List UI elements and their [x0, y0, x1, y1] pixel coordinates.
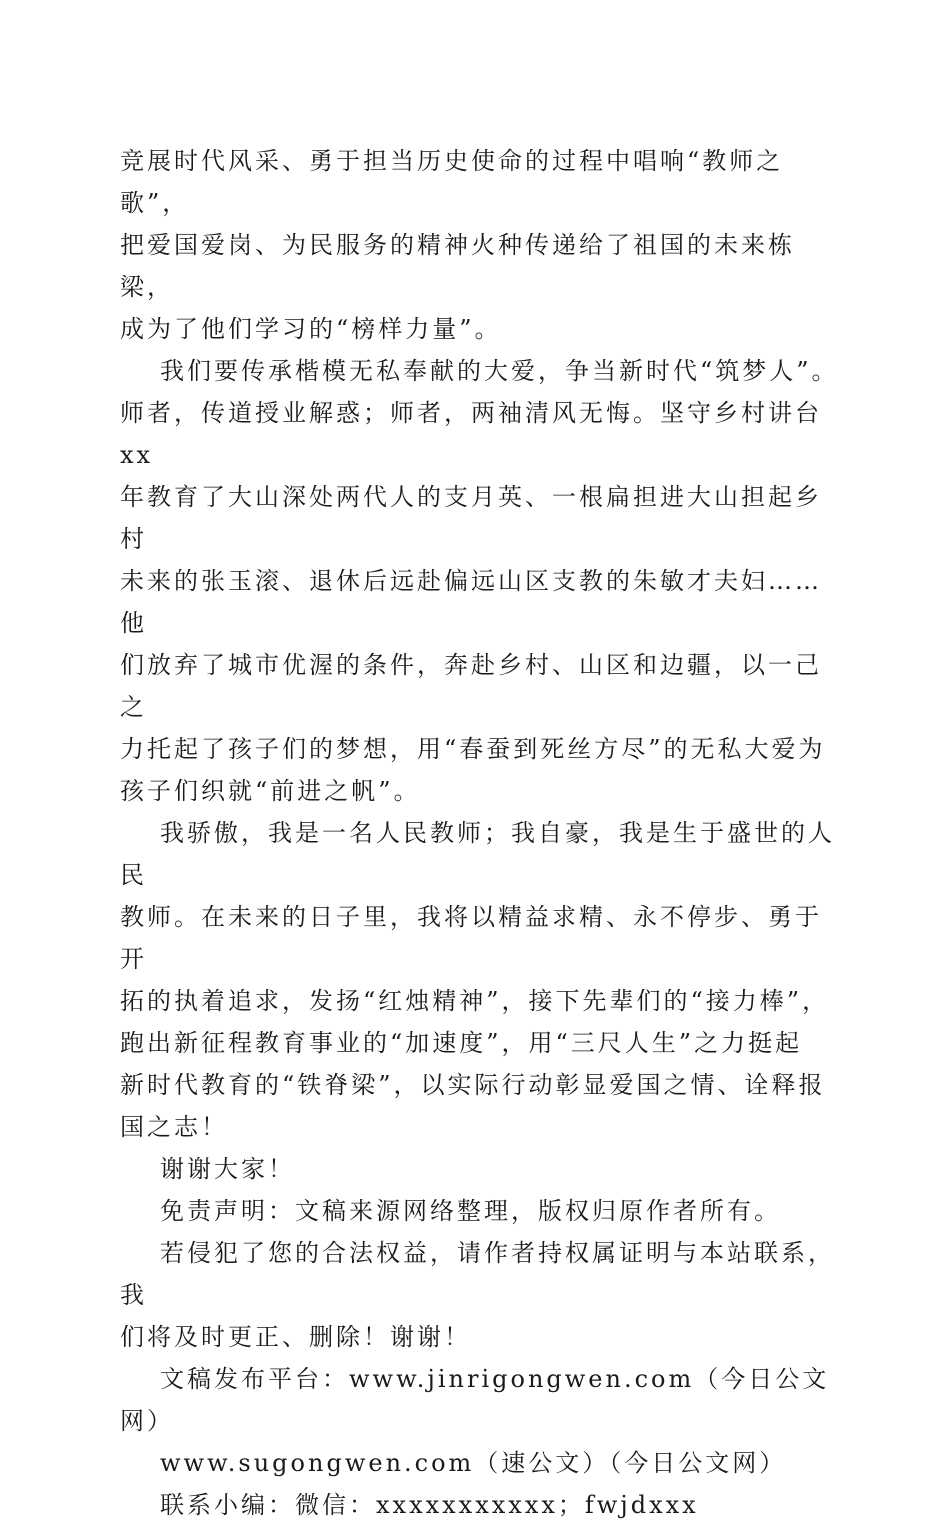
- paragraph-2: 我们要传承楷模无私奉献的大爱，争当新时代“筑梦人”。 师者，传道授业解惑；师者，两袖清风无悔。坚守乡村讲台xx 年教育了大山深处两代人的支月英、一根扁担进大山担起乡村 未来的张玉滚、退休后远赴偏远山区支教的朱敏才夫妇……他 们放弃了城市优渥的条件，奔赴乡村、山区和边疆，以一己之 力托起了孩子们的梦想，用“春蚕到死丝方尽”的无私大爱为 孩子们织就“前进之帆”。: [120, 357, 839, 805]
- paragraph-infringement-notice: 若侵犯了您的合法权益，请作者持权属证明与本站联系，我 们将及时更正、删除！谢谢！: [120, 1239, 835, 1351]
- paragraph-website: www.sugongwen.com（速公文）（今日公文网）: [160, 1449, 787, 1477]
- paragraph-contact: 联系小编：微信：xxxxxxxxxxx；fwjdxxx: [160, 1491, 699, 1519]
- paragraph-thanks: 谢谢大家！: [160, 1155, 295, 1183]
- paragraph-publish-platform: 文稿发布平台：www.jinrigongwen.com（今日公文网）: [120, 1365, 830, 1435]
- document-page: [120, 140, 840, 1526]
- paragraph-1: 竞展时代风采、勇于担当历史使命的过程中唱响“教师之歌”， 把爱国爱岗、为民服务的精神火种传递给了祖国的未来栋梁， 成为了他们学习的“榜样力量”。: [120, 147, 795, 343]
- paragraph-3: 我骄傲，我是一名人民教师；我自豪，我是生于盛世的人民 教师。在未来的日子里，我将以精益求精、永不停步、勇于开 拓的执着追求，发扬“红烛精神”，接下先辈们的“接力棒”， 跑出新征程教育事业的“加速度”，用“三尺人生”之力挺起 新时代教育的“铁脊梁”，以实际行动彰显爱国之情、诠释报 国之志！: [120, 819, 835, 1141]
- paragraph-disclaimer: 免责声明：文稿来源网络整理，版权归原作者所有。: [160, 1197, 781, 1225]
